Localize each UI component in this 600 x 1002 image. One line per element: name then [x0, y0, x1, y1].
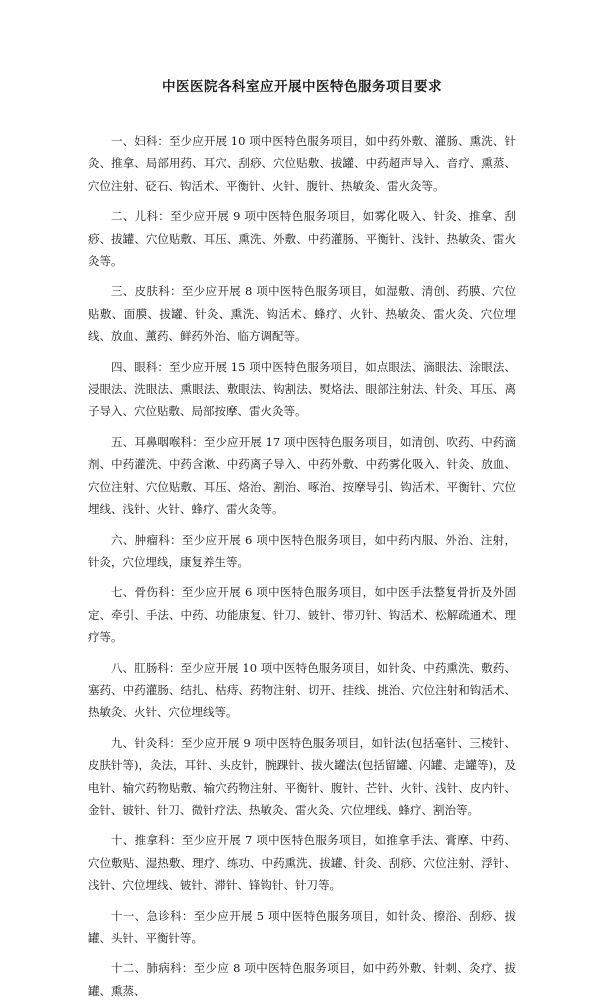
requirement-gynecology: 一、妇科：至少应开展 10 项中医特色服务项目，如中药外敷、灌肠、熏洗、针灸、推拿、局部用药、耳穴、刮痧、穴位贴敷、拔罐、中药超声导入、音疗、熏蒸、穴位注射、砭石、钩活术、平衡针、火针、腹针、热敏灸、雷火灸等。: [88, 134, 516, 193]
requirement-emergency: 十一、急诊科：至少应开展 5 项中医特色服务项目，如针灸、擦浴、刮痧、拔罐、头针、平衡针等。: [88, 908, 516, 945]
requirements-list: [88, 130, 516, 1002]
requirement-ophthalmology: 四、眼科：至少应开展 15 项中医特色服务项目，如点眼法、滴眼法、涂眼法、浸眼法、洗眼法、熏眼法、敷眼法、钩割法、熨烙法、眼部注射法、针灸、耳压、离子导入、穴位贴敷、局部按摩、雷火灸等。: [88, 359, 516, 419]
requirement-tuina: 十、推拿科：至少应开展 7 项中医特色服务项目，如推拿手法、膏摩、中药、穴位敷贴、湿热敷、理疗、练功、中药熏洗、拔罐、针灸、刮痧、穴位注射、浮针、浅针、穴位埋线、铍针、滞针、锋钩针、针刀等。: [88, 833, 516, 893]
requirement-pediatrics: 二、儿科：至少应开展 9 项中医特色服务项目，如雾化吸入、针灸、推拿、刮痧、拔罐、穴位贴敷、耳压、熏洗、外敷、中药灌肠、平衡针、浅针、热敏灸、雷火灸等。: [88, 209, 516, 269]
requirement-orthopedics: 七、骨伤科：至少应开展 6 项中医特色服务项目，如中医手法整复骨折及外固定、牵引、手法、中药、功能康复、针刀、铍针、带刃针、钩活术、松解疏通术、理疗等。: [88, 585, 516, 645]
requirement-pulmonology: 十二、肺病科：至少应 8 项中医特色服务项目，如中药外敷、针刺、灸疗、拔罐、熏蒸、: [88, 961, 516, 998]
requirement-oncology: 六、肿瘤科：至少应开展 6 项中医特色服务项目，如中药内服、外治、注射，针灸，穴位埋线，康复养生等。: [88, 532, 516, 569]
requirement-acupuncture: 九、针灸科：至少应开展 9 项中医特色服务项目，如针法(包括毫针、三棱针、皮肤针等)，灸法，耳针、头皮针，腕踝针、拔火罐法(包括留罐、闪罐、走罐等)，及电针、输穴药物贴敷、输穴药物注射、平衡针、腹针、芒针、火针、浅针、皮内针、金针、铍针、针刀、微针疗法、热敏灸、雷火灸、穴位埋线、蜂疗、割治等。: [88, 735, 516, 817]
document-title: 中医医院各科室应开展中医特色服务项目要求: [162, 79, 442, 95]
requirement-dermatology: 三、皮肤科：至少应开展 8 项中医特色服务项目，如湿敷、清创、药膜、穴位贴敷、面膜、拔罐、针灸、熏洗、钩活术、蜂疗、火针、热敏灸、雷火灸、穴位埋线、放血、薰药、鲜药外治、临方调配等。: [88, 284, 516, 344]
requirement-ent: 五、耳鼻咽喉科：至少应开展 17 项中医特色服务项目，如清创、吹药、中药滴剂、中药灌洗、中药含漱、中药离子导入、中药外敷、中药雾化吸入、针灸、放血、穴位注射、穴位贴敷、耳压、烙治、割治、啄治、按摩导引、钩活术、平衡针、穴位埋线、浅针、火针、蜂疗、雷火灸等。: [88, 434, 516, 517]
requirement-proctology: 八、肛肠科：至少应开展 10 项中医特色服务项目，如针灸、中药熏洗、敷药、塞药、中药灌肠、结扎、枯痔、药物注射、切开、挂线、挑治、穴位注射和钩活术、热敏灸、火针、穴位埋线等。: [88, 660, 516, 720]
